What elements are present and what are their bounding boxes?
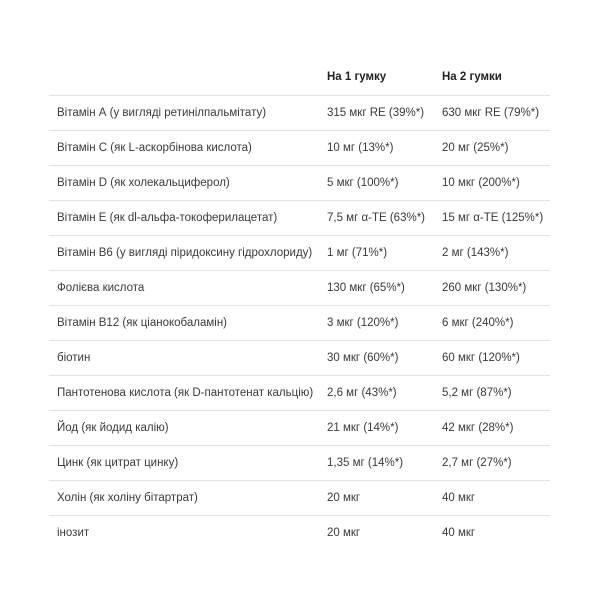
amount-per-one: 21 мкг (14%*) [319, 411, 434, 446]
ingredient-name: Вітамін С (як L-аскорбінова кислота) [49, 131, 319, 166]
amount-per-one: 5 мкг (100%*) [319, 166, 434, 201]
ingredient-name: інозит [57, 527, 90, 539]
ingredient-name: Фолієва кислота [49, 271, 319, 306]
amount-per-two: 10 мкг (200%*) [434, 166, 550, 201]
nutrition-table-container [49, 58, 550, 550]
amount-per-one: 20 мкг [319, 481, 434, 516]
ingredient-name: Цинк (як цитрат цинку) [49, 446, 319, 481]
amount-per-two: 6 мкг (240%*) [434, 306, 550, 341]
amount-per-two: 42 мкг (28%*) [434, 411, 550, 446]
amount-per-two: 15 мг α-TE (125%*) [434, 201, 550, 236]
amount-per-one: 2,6 мг (43%*) [319, 376, 434, 411]
nutrition-table [49, 58, 550, 550]
amount-per-one: 7,5 мг α-TE (63%*) [319, 201, 434, 236]
table-row [49, 236, 550, 271]
header-ingredient [49, 58, 319, 96]
amount-per-one: 10 мг (13%*) [319, 131, 434, 166]
amount-per-one: 1,35 мг (14%*) [319, 446, 434, 481]
amount-per-two: 40 мкг [442, 527, 476, 539]
table-row [49, 166, 550, 201]
ingredient-name: Йод (як йодид калію) [49, 411, 319, 446]
header-per-one-gummy: На 1 гумку [327, 70, 387, 83]
ingredient-name: Пантотенова кислота (як D-пантотенат кальцію) [49, 376, 319, 411]
amount-per-two: 5,2 мг (87%*) [434, 376, 550, 411]
table-row [49, 131, 550, 166]
ingredient-name: Вітамін Е (як dl-альфа-токоферилацетат) [49, 201, 319, 236]
table-row [49, 306, 550, 341]
amount-per-two: 260 мкг (130%*) [434, 271, 550, 306]
ingredient-name: Вітамін А (у вигляді ретинілпальмітату) [49, 96, 319, 131]
ingredient-name: Вітамін В6 (у вигляді піридоксину гідрохлориду) [49, 236, 319, 271]
ingredient-name: Вітамін D (як холекальциферол) [49, 166, 319, 201]
amount-per-two: 20 мг (25%*) [434, 131, 550, 166]
header-per-two-gummies: На 2 гумки [442, 70, 502, 83]
ingredient-name: біотин [49, 341, 319, 376]
amount-per-two: 2,7 мг (27%*) [434, 446, 550, 481]
amount-per-two: 60 мкг (120%*) [434, 341, 550, 376]
table-header-row [49, 58, 550, 96]
table-row [49, 446, 550, 481]
table-row [49, 516, 550, 551]
table-row [49, 96, 550, 131]
ingredient-name: Холін (як холіну бітартрат) [49, 481, 319, 516]
table-row [49, 201, 550, 236]
amount-per-two: 40 мкг [434, 481, 550, 516]
amount-per-one: 30 мкг (60%*) [319, 341, 434, 376]
amount-per-one: 130 мкг (65%*) [319, 271, 434, 306]
amount-per-two: 630 мкг RE (79%*) [434, 96, 550, 131]
table-row [49, 411, 550, 446]
amount-per-one: 20 мкг [327, 527, 361, 539]
amount-per-one: 315 мкг RE (39%*) [319, 96, 434, 131]
amount-per-one: 3 мкг (120%*) [319, 306, 434, 341]
table-row [49, 341, 550, 376]
table-row [49, 481, 550, 516]
amount-per-one: 1 мг (71%*) [319, 236, 434, 271]
table-row [49, 376, 550, 411]
ingredient-name: Вітамін В12 (як ціанокобаламін) [49, 306, 319, 341]
table-row [49, 271, 550, 306]
amount-per-two: 2 мг (143%*) [434, 236, 550, 271]
